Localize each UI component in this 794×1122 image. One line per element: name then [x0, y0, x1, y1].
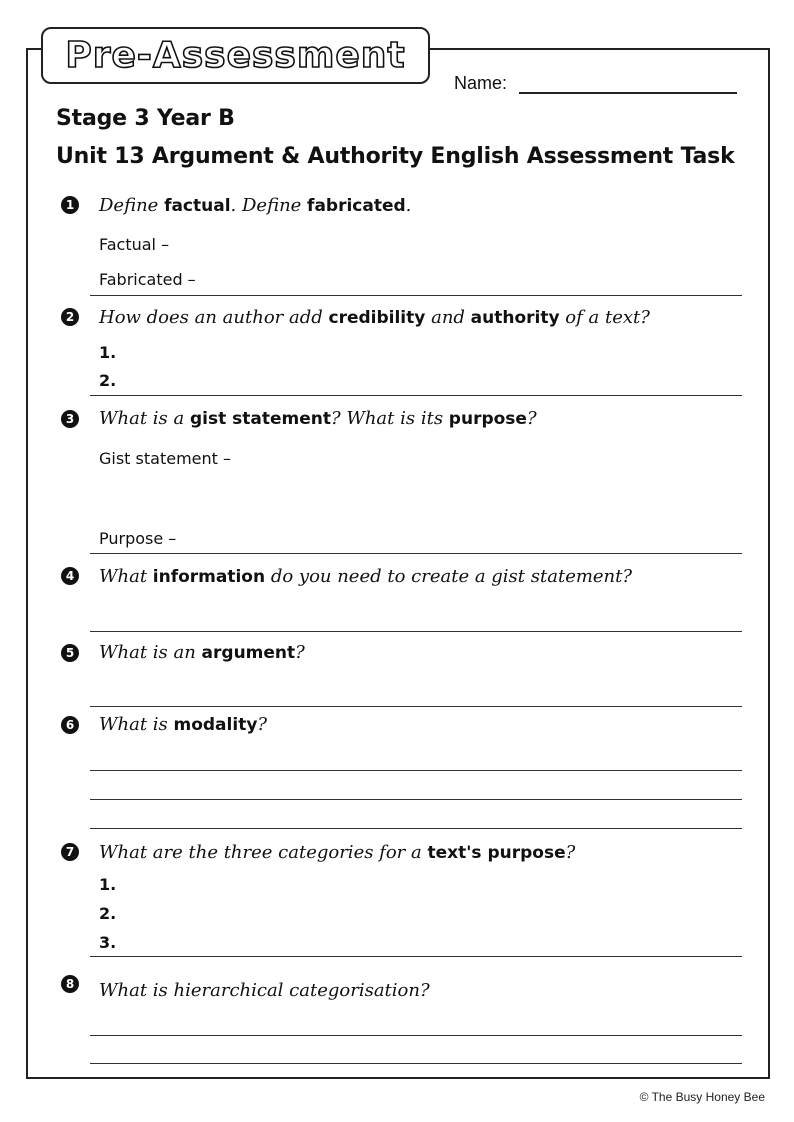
answer-line[interactable]: [90, 295, 742, 296]
answer-line[interactable]: [90, 828, 742, 829]
answer-line[interactable]: [90, 631, 742, 632]
answer-label: 3.: [99, 933, 117, 952]
answer-line[interactable]: [90, 706, 742, 707]
question-2-text: How does an author add credibility and authority of a text?: [99, 307, 650, 328]
unit-heading: Unit 13 Argument & Authority English Assessment Task: [56, 144, 735, 169]
page-title: Pre-Assessment: [65, 34, 406, 76]
question-number: 3: [61, 410, 79, 428]
answer-line[interactable]: [90, 770, 742, 771]
name-field[interactable]: [519, 92, 737, 94]
answer-line[interactable]: [90, 1063, 742, 1064]
question-7-text: What are the three categories for a text's purpose?: [99, 842, 576, 863]
answer-label: 1.: [99, 875, 117, 894]
question-1-text: Define factual. Define fabricated.: [99, 195, 412, 216]
answer-label: 2.: [99, 371, 117, 390]
answer-line[interactable]: [90, 956, 742, 957]
question-number: 4: [61, 567, 79, 585]
title-banner: [41, 27, 430, 84]
question-number: 5: [61, 644, 79, 662]
question-3-text: What is a gist statement? What is its purpose?: [99, 408, 537, 429]
question-number: 6: [61, 716, 79, 734]
answer-line[interactable]: [90, 1035, 742, 1036]
answer-label: Purpose –: [99, 529, 177, 548]
question-5-text: What is an argument?: [99, 642, 305, 663]
answer-label: Factual –: [99, 235, 170, 254]
question-8-text: What is hierarchical categorisation?: [99, 980, 430, 1001]
stage-heading: Stage 3 Year B: [56, 106, 235, 131]
name-label: Name:: [454, 73, 508, 93]
question-number: 1: [61, 196, 79, 214]
question-6-text: What is modality?: [99, 714, 268, 735]
answer-line[interactable]: [90, 553, 742, 554]
answer-label: Gist statement –: [99, 449, 231, 468]
question-number: 8: [61, 975, 79, 993]
copyright-footer: © The Busy Honey Bee: [639, 1090, 765, 1104]
answer-label: 1.: [99, 343, 117, 362]
question-4-text: What information do you need to create a gist statement?: [99, 566, 633, 587]
answer-label: 2.: [99, 904, 117, 923]
question-number: 2: [61, 308, 79, 326]
question-number: 7: [61, 843, 79, 861]
answer-label: Fabricated –: [99, 270, 196, 289]
answer-line[interactable]: [90, 799, 742, 800]
answer-line[interactable]: [90, 395, 742, 396]
